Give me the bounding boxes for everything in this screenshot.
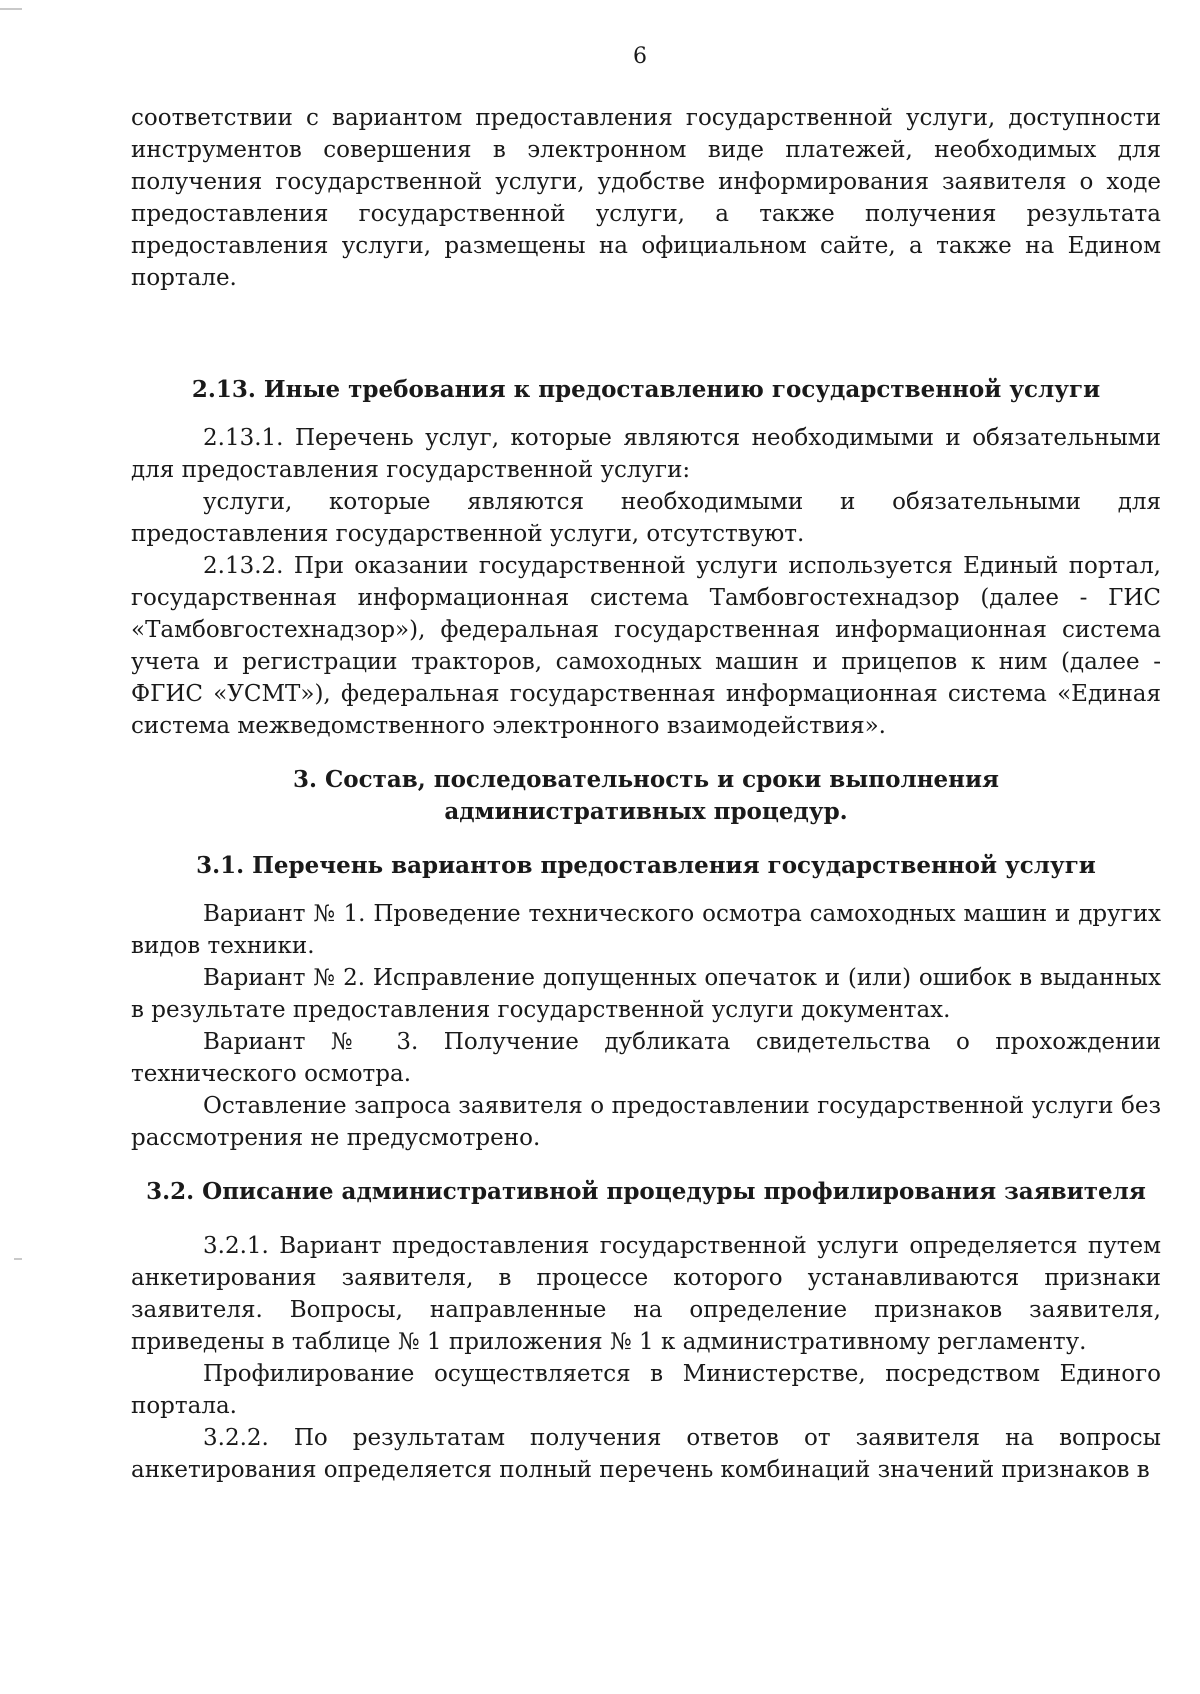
spacer [131,406,1161,422]
heading-2-13: 2.13. Иные требования к предоставлению государственной услуги [191,376,1101,403]
paragraph-profiling: Профилирование осуществляется в Министерстве, посредством Единого портала. [131,1361,1161,1419]
paragraph-2-13-2: 2.13.2. При оказании государственной услуги используется Единый портал, государственная информационная система Тамбовгостехнадзор (далее - ГИС «Тамбовгостехнадзор»), федеральная государственная информационная система учета и регистрации тракторов, самоходных машин и прицепов к ним (далее - ФГИС «УСМТ»), федеральная государственная информационная система «Единая система межведомственного электронного взаимодействия». [131,553,1161,739]
spacer [131,1208,1161,1230]
paragraph-3-2-2: 3.2.2. По результатам получения ответов от заявителя на вопросы анкетирования определяется полный перечень комбинаций значений признаков в [131,1425,1161,1483]
spacer [131,1154,1161,1176]
paragraph-leave-without-consideration: Оставление запроса заявителя о предоставлении государственной услуги без рассмотрения не предусмотрено. [131,1093,1161,1151]
paragraph-variant-2: Вариант № 2. Исправление допущенных опечаток и (или) ошибок в выданных в результате предоставления государственной услуги документах. [131,965,1161,1023]
paragraph-intro: соответствии с вариантом предоставления государственной услуги, доступности инструментов совершения в электронном виде платежей, необходимых для получения государственной услуги, удобстве информирования заявителя о ходе предоставления государственной услуги, а также получения результата предоставления услуги, размещены на официальном сайте, а также на Едином портале. [131,105,1161,291]
spacer [131,742,1161,764]
scan-mark-top-left [0,8,22,10]
paragraph-2-13-1: 2.13.1. Перечень услуг, которые являются необходимыми и обязательными для предоставления государственной услуги: [131,425,1161,483]
page-number: 6 [633,44,647,69]
paragraph-variant-3: Вариант № 3. Получение дубликата свидетельства о прохождении технического осмотра. [131,1029,1161,1087]
spacer [131,882,1161,898]
document-body [131,102,1161,1486]
paragraph-3-2-1: 3.2.1. Вариант предоставления государственной услуги определяется путем анкетирования заявителя, в процессе которого устанавливаются признаки заявителя. Вопросы, направленные на определение признаков заявителя, приведены в таблице № 1 приложения № 1 к административному регламенту. [131,1233,1161,1355]
heading-3-2: 3.2. Описание административной процедуры профилирования заявителя [146,1178,1146,1205]
paragraph-2-13-1-services: услуги, которые являются необходимыми и обязательными для предоставления государственной услуги, отсутствуют. [131,489,1161,547]
spacer [131,828,1161,850]
spacer [131,294,1161,352]
scan-mark-left [14,1258,22,1260]
paragraph-variant-1: Вариант № 1. Проведение технического осмотра самоходных машин и других видов техники. [131,901,1161,959]
heading-3-1: 3.1. Перечень вариантов предоставления государственной услуги [196,852,1096,879]
heading-section-3: 3. Состав, последовательность и сроки выполнения административных процедур. [292,766,1000,825]
spacer [131,352,1161,374]
